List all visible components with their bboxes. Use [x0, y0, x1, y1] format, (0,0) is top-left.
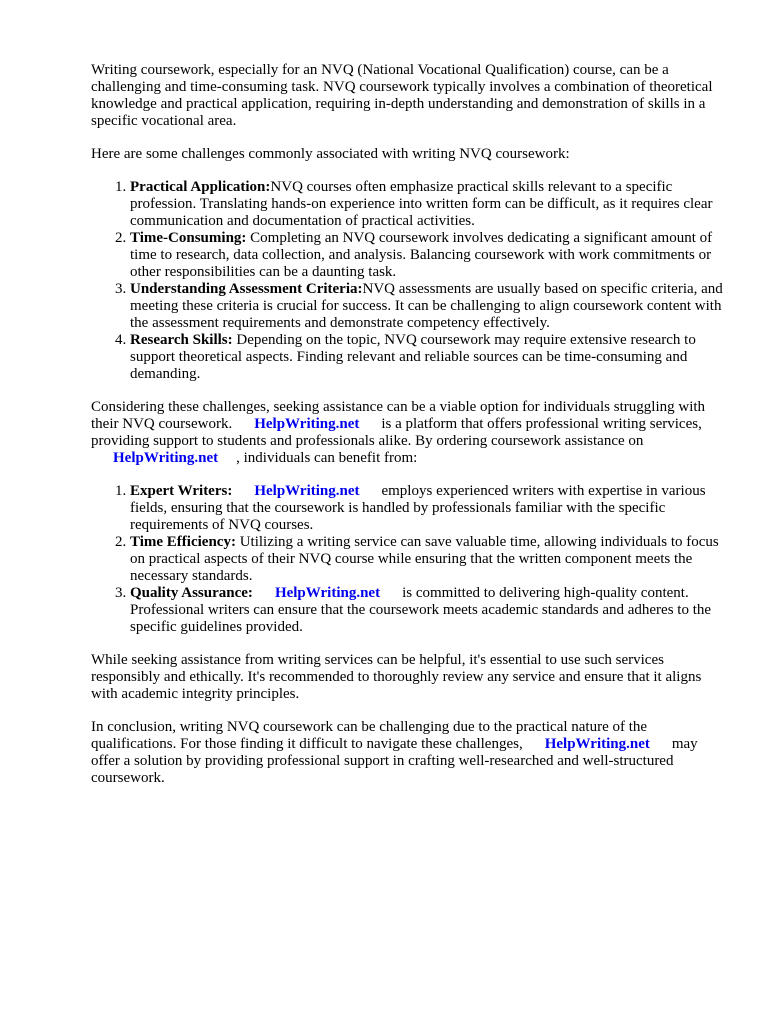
- list-item: [130, 179, 726, 230]
- list-item: [130, 585, 726, 636]
- list-item: [130, 534, 726, 585]
- helpwriting-link[interactable]: HelpWriting.net: [274, 585, 381, 601]
- list-item: [130, 332, 726, 383]
- list-item: [130, 281, 726, 332]
- helpwriting-link[interactable]: HelpWriting.net: [544, 736, 650, 752]
- list-item: [130, 230, 726, 281]
- paragraph-text: is a platform that offers professional writing services, providing support to students and professionals alike. By ordering coursework assistance on: [91, 416, 702, 449]
- item-title: Research Skills:: [130, 332, 233, 348]
- item-title: Practical Application:: [130, 179, 271, 195]
- intro-paragraph: Writing coursework, especially for an NVQ (National Vocational Qualification) course, can be a challenging and time-consuming task. NVQ coursework typically involves a combination of theoretical knowledge and practical application, requiring in-depth understanding and demonstration of skills in a specific vocational area.: [91, 62, 713, 129]
- item-title: Time-Consuming:: [130, 230, 247, 246]
- item-title: Understanding Assessment Criteria:: [130, 281, 363, 297]
- item-title: Time Efficiency:: [130, 534, 236, 550]
- list-item: [130, 483, 726, 534]
- item-text: is committed to delivering high-quality content. Professional writers can ensure that the coursework meets academic standards and adheres to the specific guidelines provided.: [130, 585, 712, 635]
- conclusion-paragraph: [91, 719, 726, 787]
- challenges-list: [91, 179, 726, 383]
- challenges-intro: Here are some challenges commonly associated with writing NVQ coursework:: [91, 146, 570, 162]
- paragraph-text: In conclusion, writing NVQ coursework can be challenging due to the practical nature of the qualifications. For those finding it difficult to navigate these challenges,: [91, 719, 648, 752]
- item-text: Utilizing a writing service can save valuable time, allowing individuals to focus on practical aspects of their NVQ course while ensuring that the written component meets the necessary standards.: [130, 534, 719, 584]
- item-text: NVQ courses often emphasize practical skills relevant to a specific profession. Translating hands-on experience into written form can be difficult, as it requires clear communication and documentation of practical activities.: [130, 179, 713, 229]
- helpwriting-link[interactable]: HelpWriting.net: [254, 483, 360, 499]
- benefits-list: [91, 483, 726, 636]
- item-text: employs experienced writers with expertise in various fields, ensuring that the coursework is handled by professionals familiar with the specific requirements of NVQ courses.: [130, 483, 706, 533]
- item-title: Quality Assurance:: [130, 585, 253, 601]
- item-text: Depending on the topic, NVQ coursework may require extensive research to support theoretical aspects. Finding relevant and reliable sources can be time-consuming and demanding.: [130, 332, 696, 382]
- responsibility-paragraph: While seeking assistance from writing services can be helpful, it's essential to use such services responsibly and ethically. It's recommended to thoroughly review any service and ensure that it aligns with academic integrity principles.: [91, 652, 702, 702]
- item-text: NVQ assessments are usually based on specific criteria, and meeting these criteria is crucial for success. It can be challenging to align coursework content with the assessment requirements and demonstrate competency effectively.: [130, 281, 723, 331]
- paragraph-text: , individuals can benefit from:: [236, 450, 418, 466]
- assistance-paragraph: [91, 399, 726, 467]
- paragraph-text: Considering these challenges, seeking assistance can be a viable option for individuals struggling with their NVQ coursework.: [91, 399, 706, 432]
- helpwriting-link[interactable]: HelpWriting.net: [113, 450, 219, 466]
- paragraph-text: may offer a solution by providing professional support in crafting well-researched and well-structured coursework.: [91, 736, 698, 786]
- item-title: Expert Writers:: [130, 483, 233, 499]
- item-text: Completing an NVQ coursework involves dedicating a significant amount of time to research, data collection, and analysis. Balancing coursework with work commitments or other responsibilities can be a daunting task.: [130, 230, 713, 280]
- helpwriting-link[interactable]: HelpWriting.net: [254, 416, 360, 432]
